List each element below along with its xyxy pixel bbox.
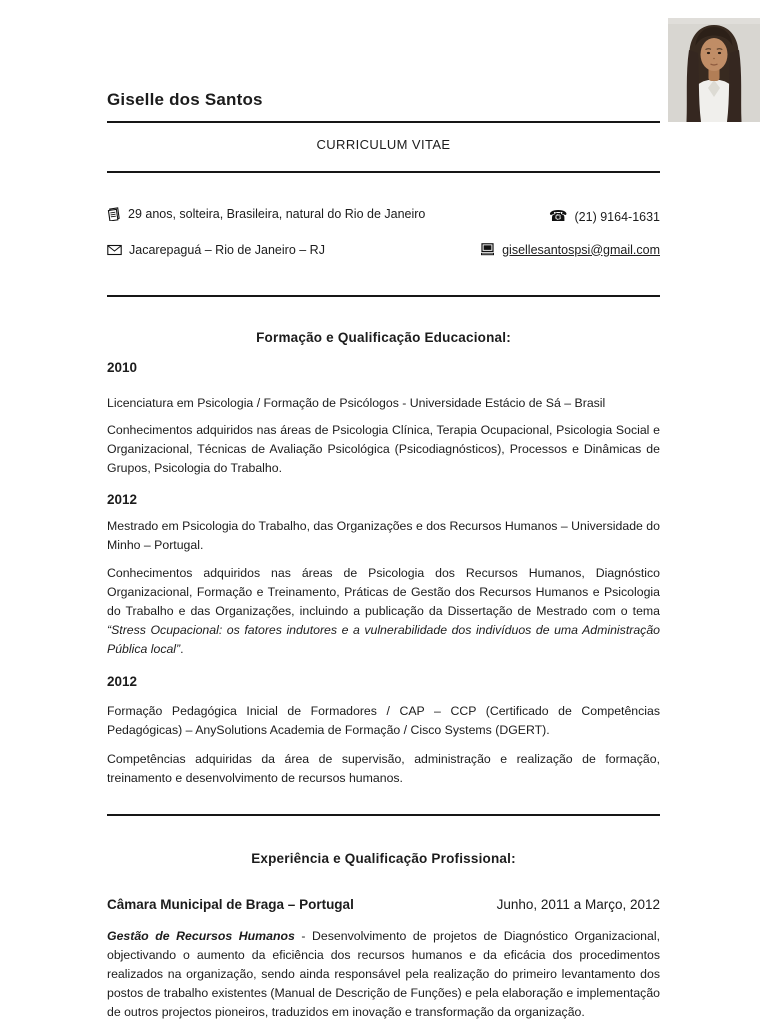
education-year: 2010 <box>107 360 138 375</box>
section-heading-experience: Experiência e Qualificação Profissional: <box>251 851 516 866</box>
dissertation-title: “Stress Ocupacional: os fatores indutores e a vulnerabilidade dos indivíduos de uma Administração Pública local” <box>107 623 660 656</box>
divider <box>107 295 660 297</box>
job-period: Junho, 2011 a Março, 2012 <box>496 897 660 912</box>
education-degree: Mestrado em Psicologia do Trabalho, das Organizações e dos Recursos Humanos – Universidade do Minho – Portugal. <box>107 519 660 552</box>
divider <box>107 814 660 816</box>
job-header-row <box>107 896 660 913</box>
details-tail: . <box>180 642 184 656</box>
education-year: 2012 <box>107 492 138 507</box>
cv-page <box>107 0 660 1022</box>
page-title: Giselle dos Santos <box>107 90 263 109</box>
personal-info-text: 29 anos, solteira, Brasileira, natural do Rio de Janeiro <box>128 207 426 221</box>
education-degree: Formação Pedagógica Inicial de Formadores / CAP – CCP (Certificado de Competências Pedagógicas) – AnySolutions Academia de Formação / Cisco Systems (DGERT). <box>107 704 660 737</box>
document-icon <box>107 207 121 221</box>
job-description-text: - Desenvolvimento de projetos de Diagnóstico Organizacional, objectivando o aumento da eficiência dos recursos humanos e da eficácia dos procedimentos realizados na organização, sendo ainda responsável pela realização do primeiro levantamento dos postos de trabalho existentes (Manual de Descrição de Funções) e pela elaboração e implementação de outros projectos pioneiros, traduzidos em inovação e transformação da organização. <box>107 929 660 1019</box>
education-details: Competências adquiridas da área de supervisão, administração e realização de formação, treinamento e desenvolvimento de recursos humanos. <box>107 752 660 785</box>
computer-icon <box>480 243 495 256</box>
contact-row <box>107 206 660 225</box>
document-title: CURRICULUM VITAE <box>316 137 451 152</box>
address-text: Jacarepaguá – Rio de Janeiro – RJ <box>129 243 325 257</box>
education-details <box>107 564 660 659</box>
education-year: 2012 <box>107 674 138 689</box>
education-details: Conhecimentos adquiridos nas áreas de Psicologia Clínica, Terapia Ocupacional, Psicologia Social e Organizacional, Técnicas de Avaliação Psicológica (Psicodiagnósticos), Processos e Dinâmicas de Grupos, Psicologia do Trabalho. <box>107 423 660 475</box>
phone-number: (21) 9164-1631 <box>574 209 660 224</box>
job-description <box>107 927 660 1022</box>
details-plain: Conhecimentos adquiridos nas áreas de Psicologia dos Recursos Humanos, Diagnóstico Organizacional, Formação e Treinamento, Práticas de Gestão dos Recursos Humanos e Psicologia do Trabalho e das Organizações, incluindo a publicação da Dissertação de Mestrado com o tema <box>107 566 660 618</box>
email-link[interactable]: gisellesantospsi@gmail.com <box>502 242 660 257</box>
education-degree: Licenciatura em Psicologia / Formação de Psicólogos - Universidade Estácio de Sá – Brasil <box>107 396 606 410</box>
divider <box>107 121 660 123</box>
employer-name: Câmara Municipal de Braga – Portugal <box>107 897 354 912</box>
phone-icon: ☎ <box>548 207 568 225</box>
contact-row <box>107 242 660 259</box>
envelope-icon <box>107 244 122 256</box>
profile-photo <box>668 18 760 122</box>
section-heading-education: Formação e Qualificação Educacional: <box>256 330 511 345</box>
job-role-lead: Gestão de Recursos Humanos <box>107 929 295 943</box>
divider <box>107 171 660 173</box>
